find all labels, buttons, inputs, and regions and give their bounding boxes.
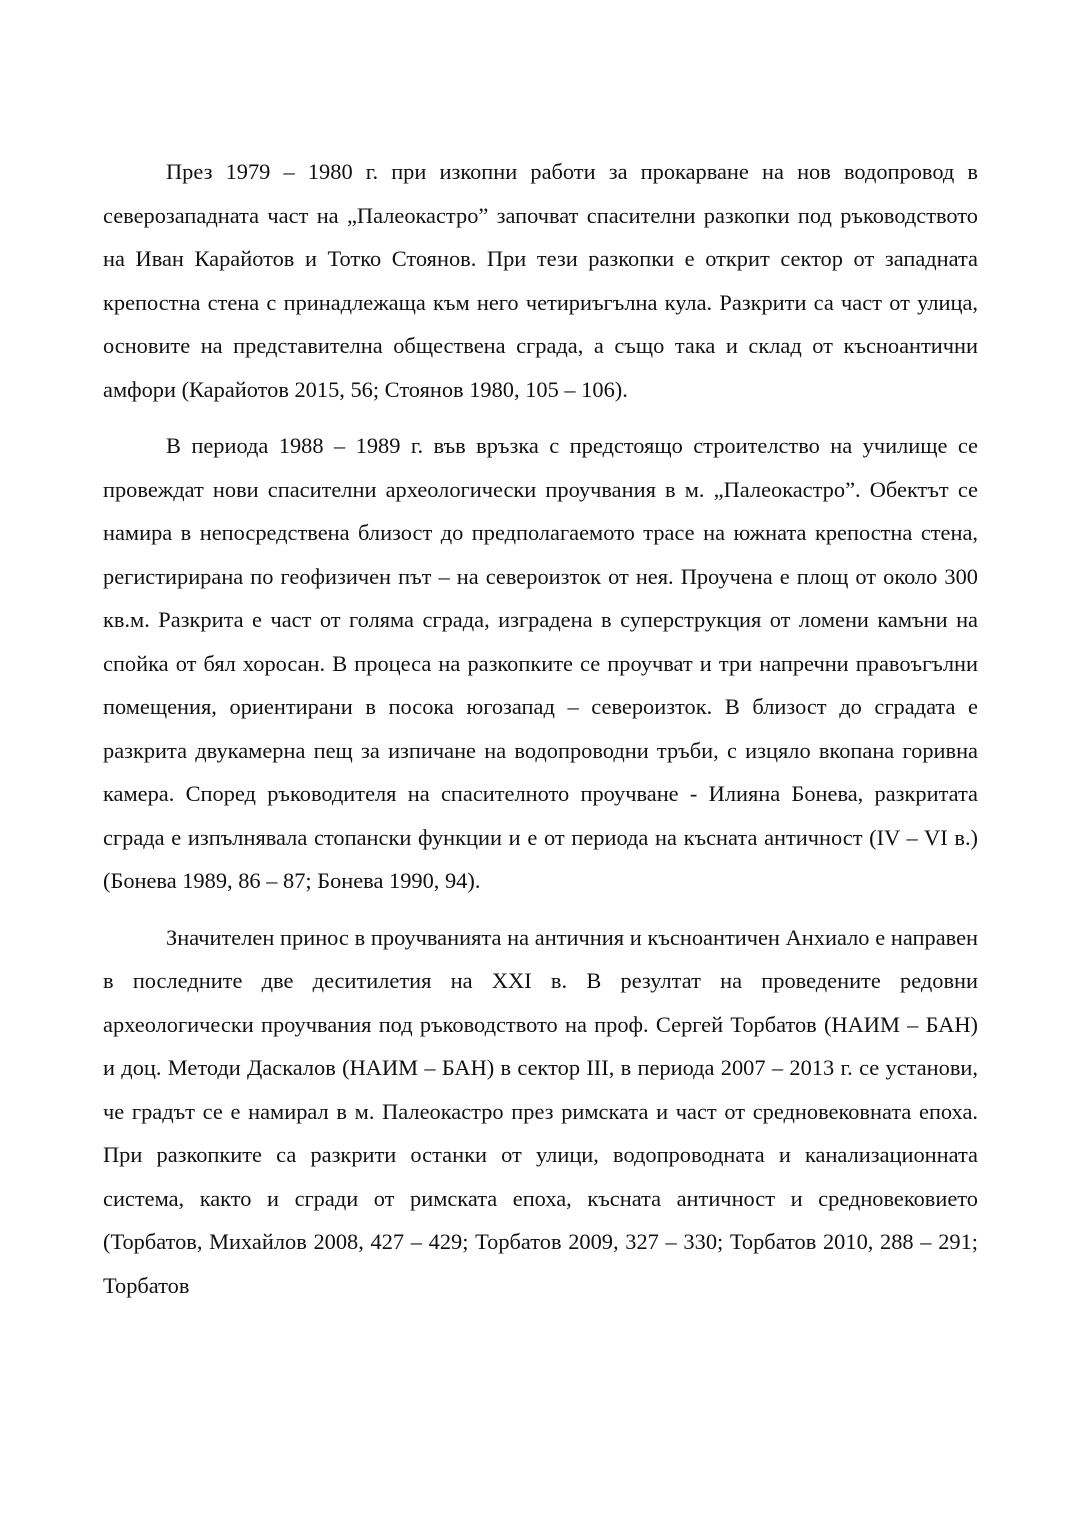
paragraph-excavations-1988: В периода 1988 – 1989 г. във връзка с предстоящо строителство на училище се провеждат нови спасителни археологически проучвания в м. „Палеокастро”. Обектът се намира в непосредствена близост до предполагаемото трасе на южната крепостна стена, регистирирана по геофизичен път – на североизток от нея. Проучена е площ от около 300 кв.м. Разкрита е част от голяма сграда, изградена в суперструкция от ломени камъни на спойка от бял хоросан. В процеса на разкопките се проучват и три напречни правоъгълни помещения, ориентирани в посока югозапад – североизток. В близост до сградата е разкрита двукамерна пещ за изпичане на водопроводни тръби, с изцяло вкопана горивна камера. Според ръководителя на спасителното проучване - Илияна Бонева, разкритата сграда е изпълнявала стопански функции и е от периода на късната античност (IV – VI в.) (Бонева 1989, 86 – 87; Бонева 1990, 94). xyxy=(103,433,978,893)
paragraph-research-xxi-century: Значителен принос в проучванията на античния и късноантичен Анхиало е направен в последните две деситилетия на XXI в. В резултат на проведените редовни археологически проучвания под ръководството на проф. Сергей Торбатов (НАИМ – БАН) и доц. Методи Даскалов (НАИМ – БАН) в сектор III, в периода 2007 – 2013 г. се установи, че градът се е намирал в м. Палеокастро през римската и част от средновековната епоха. При разкопките са разкрити останки от улици, водопроводната и канализационната система, както и сгради от римската епоха, късната античност и средновековието (Торбатов, Михайлов 2008, 427 – 429; Торбатов 2009, 327 – 330; Торбатов 2010, 288 – 291; Торбатов xyxy=(103,924,978,1298)
paragraph-excavations-1979: През 1979 – 1980 г. при изкопни работи за прокарване на нов водопровод в северозападната част на „Палеокастро” започват спасителни разкопки под ръководството на Иван Карайотов и Тотко Стоянов. При тези разкопки е открит сектор от западната крепостна стена с принадлежаща към него четириъгълна кула. Разкрити са част от улица, основите на представителна обществена сграда, а също така и склад от късноантични амфори (Карайотов 2015, 56; Стоянов 1980, 105 – 106). xyxy=(103,159,978,402)
document-body xyxy=(103,150,978,1307)
